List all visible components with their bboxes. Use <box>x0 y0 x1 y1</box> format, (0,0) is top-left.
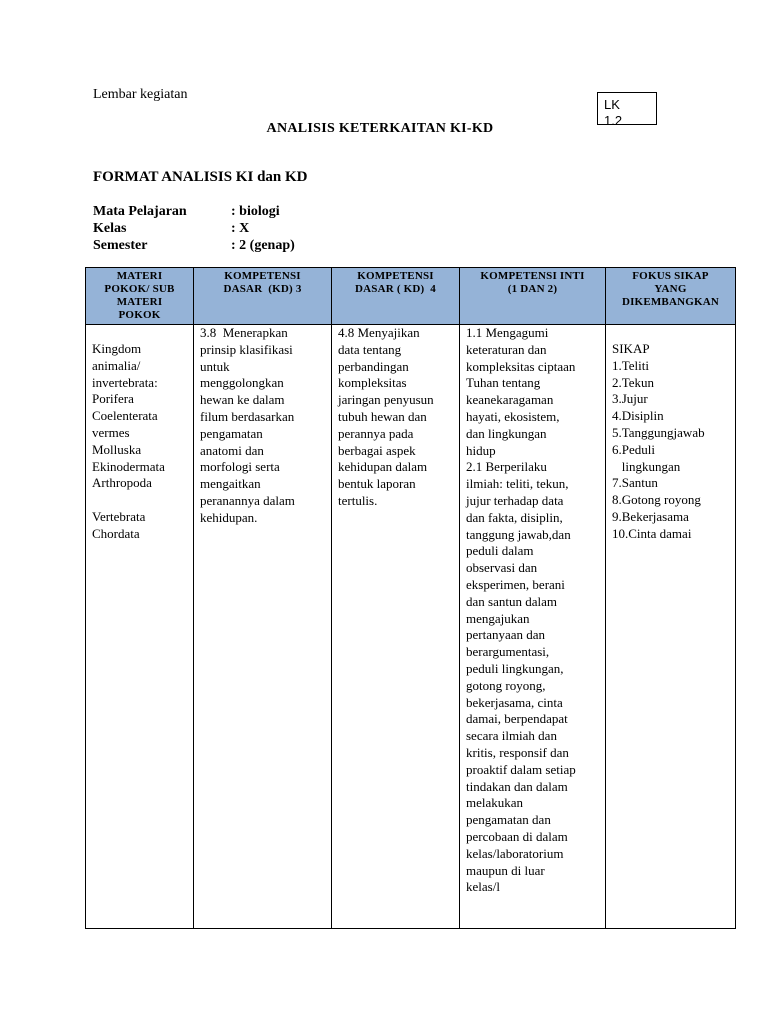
header-line: DASAR ( KD) 4 <box>354 283 437 295</box>
meta-value: : 2 (genap) <box>231 238 295 253</box>
cell-line: maupun di luar <box>466 862 545 878</box>
cell-line: tindakan dan dalam <box>466 778 568 794</box>
cell-line: peduli dalam <box>466 543 534 559</box>
table-header-row <box>86 268 736 325</box>
header-line: POKOK/ SUB <box>104 283 175 295</box>
format-heading: FORMAT ANALISIS KI dan KD <box>93 169 308 185</box>
cell-line: jujur terhadap data <box>466 492 564 508</box>
cell-line: dan fakta, disiplin, <box>466 509 563 525</box>
cell-line: secara ilmiah dan <box>466 728 557 744</box>
cell-line: mengajukan <box>466 610 530 626</box>
cell-line: percobaan di dalam <box>466 828 568 844</box>
cell-line: 1.Teliti <box>612 357 650 373</box>
cell-line: SIKAP <box>612 341 650 356</box>
cell-line: hayati, ekosistem, <box>466 408 560 424</box>
cell-line: perbandingan <box>338 358 409 374</box>
header-line: KOMPETENSI <box>224 270 301 282</box>
cell-line: animalia/ <box>92 357 141 373</box>
header-kompetensi-inti <box>460 268 606 325</box>
cell-line: Coelenterata <box>92 408 158 424</box>
cell-line: hidup <box>466 442 496 458</box>
header-line: KOMPETENSI INTI <box>480 270 585 282</box>
header-fokus-sikap <box>606 268 736 325</box>
cell-line: hewan ke dalam <box>200 392 285 408</box>
header-line: DASAR (KD) 3 <box>223 283 302 295</box>
cell-line: 10.Cinta damai <box>612 525 692 541</box>
cell-kompetensi-inti <box>460 325 606 929</box>
cell-line: 3.8 Menerapkan <box>200 325 288 340</box>
analysis-table <box>85 267 736 929</box>
cell-line: untuk <box>200 358 230 374</box>
header-line: MATERI <box>116 296 163 308</box>
header-line: YANG <box>654 283 687 295</box>
cell-line: 5.Tanggungjawab <box>612 424 705 440</box>
cell-line: 7.Santun <box>612 475 658 491</box>
cell-line: mengaitkan <box>200 476 261 492</box>
header-line: MATERI <box>116 270 163 282</box>
cell-kd3 <box>194 325 332 929</box>
header-kd4 <box>332 268 460 325</box>
cell-line: anatomi dan <box>200 442 264 458</box>
header-line: (1 DAN 2) <box>507 283 558 295</box>
cell-line: dan lingkungan <box>466 425 547 441</box>
meta-value: : biologi <box>231 204 280 219</box>
cell-line: Vertebrata <box>92 508 146 524</box>
cell-line: damai, berpendapat <box>466 711 568 727</box>
cell-kd4 <box>332 325 460 929</box>
cell-line: vermes <box>92 424 130 440</box>
cell-line: Porifera <box>92 391 134 407</box>
cell-line: 6.Peduli <box>612 441 655 457</box>
cell-line: ilmiah: teliti, tekun, <box>466 476 569 492</box>
cell-line: lingkungan <box>612 458 681 474</box>
cell-line: prinsip klasifikasi <box>200 341 293 357</box>
header-line: FOKUS SIKAP <box>632 270 709 282</box>
cell-line: Tuhan tentang <box>466 375 541 391</box>
cell-line: morfologi serta <box>200 459 280 475</box>
cell-line: 4.8 Menyajikan <box>338 325 420 340</box>
cell-line: kehidupan. <box>200 509 258 525</box>
cell-line: Ekinodermata <box>92 458 165 474</box>
cell-line: filum berdasarkan <box>200 408 295 424</box>
activity-sheet-label: Lembar kegiatan <box>93 87 188 102</box>
cell-line: peduli lingkungan, <box>466 660 564 676</box>
cell-line: bentuk laporan <box>338 476 416 492</box>
meta-label: Semester <box>93 238 148 253</box>
cell-line: invertebrata: <box>92 374 158 390</box>
cell-line: 8.Gotong royong <box>612 492 701 508</box>
cell-line: tertulis. <box>338 492 378 508</box>
cell-line: kelas/laboratorium <box>466 845 564 861</box>
cell-line: 9.Bekerjasama <box>612 508 689 524</box>
cell-line: kelas/l <box>466 879 500 895</box>
meta-row <box>93 220 295 237</box>
cell-line: 4.Disiplin <box>612 408 664 424</box>
cell-line: tanggung jawab,dan <box>466 526 571 542</box>
cell-line: proaktif dalam setiap <box>466 761 576 777</box>
cell-line: berargumentasi, <box>466 644 550 660</box>
cell-line: 2.Tekun <box>612 374 655 390</box>
header-kd3 <box>194 268 332 325</box>
cell-line: berbagai aspek <box>338 442 416 458</box>
cell-line: Kingdom <box>92 341 142 356</box>
cell-line: kritis, responsif dan <box>466 744 569 760</box>
cell-line: bekerjasama, cinta <box>466 694 563 710</box>
cell-line: kehidupan dalam <box>338 459 428 475</box>
meta-row <box>93 237 295 254</box>
cell-line: 2.1 Berperilaku <box>466 459 547 475</box>
meta-row <box>93 203 295 220</box>
cell-line: keanekaragaman <box>466 392 554 408</box>
cell-line: data tentang <box>338 341 402 357</box>
cell-line: Arthropoda <box>92 475 152 491</box>
cell-line: kompleksitas <box>338 375 407 391</box>
cell-line: kompleksitas ciptaan <box>466 358 576 374</box>
document-title <box>0 121 768 137</box>
cell-line: pengamatan dan <box>466 812 551 828</box>
cell-line <box>92 492 187 509</box>
cell-line: 1.1 Mengagumi <box>466 325 549 340</box>
cell-materi <box>86 325 194 929</box>
cell-line: perannya pada <box>338 425 414 441</box>
cell-line: Molluska <box>92 441 142 457</box>
cell-line: gotong royong, <box>466 677 546 693</box>
cell-line: eksperimen, berani <box>466 576 565 592</box>
cell-line: peranannya dalam <box>200 492 295 508</box>
meta-label: Kelas <box>93 221 127 236</box>
header-line: KOMPETENSI <box>357 270 434 282</box>
cell-line: pertanyaan dan <box>466 627 546 643</box>
cell-line: keteraturan dan <box>466 341 547 357</box>
header-line: DIKEMBANGKAN <box>621 296 720 308</box>
cell-fokus-sikap <box>606 325 736 929</box>
header-line: POKOK <box>118 309 161 321</box>
meta-value: : X <box>231 221 250 236</box>
table-row <box>86 325 736 929</box>
cell-line: 3.Jujur <box>612 391 648 407</box>
cell-line: tubuh hewan dan <box>338 408 427 424</box>
meta-label: Mata Pelajaran <box>93 204 187 219</box>
cell-line: observasi dan <box>466 560 538 576</box>
cell-line: Chordata <box>92 525 140 541</box>
cell-line: jaringan penyusun <box>338 392 434 408</box>
cell-line: melakukan <box>466 795 524 811</box>
header-materi-pokok <box>86 268 194 325</box>
document-title-text: ANALISIS KETERKAITAN KI-KD <box>266 121 494 136</box>
cell-line: pengamatan <box>200 425 263 441</box>
cell-line: dan santun dalam <box>466 593 557 609</box>
cell-line: menggolongkan <box>200 375 284 391</box>
subject-meta <box>93 203 295 254</box>
lk-code-line: 1.2 <box>604 113 623 125</box>
lk-code-line: LK <box>604 97 620 112</box>
